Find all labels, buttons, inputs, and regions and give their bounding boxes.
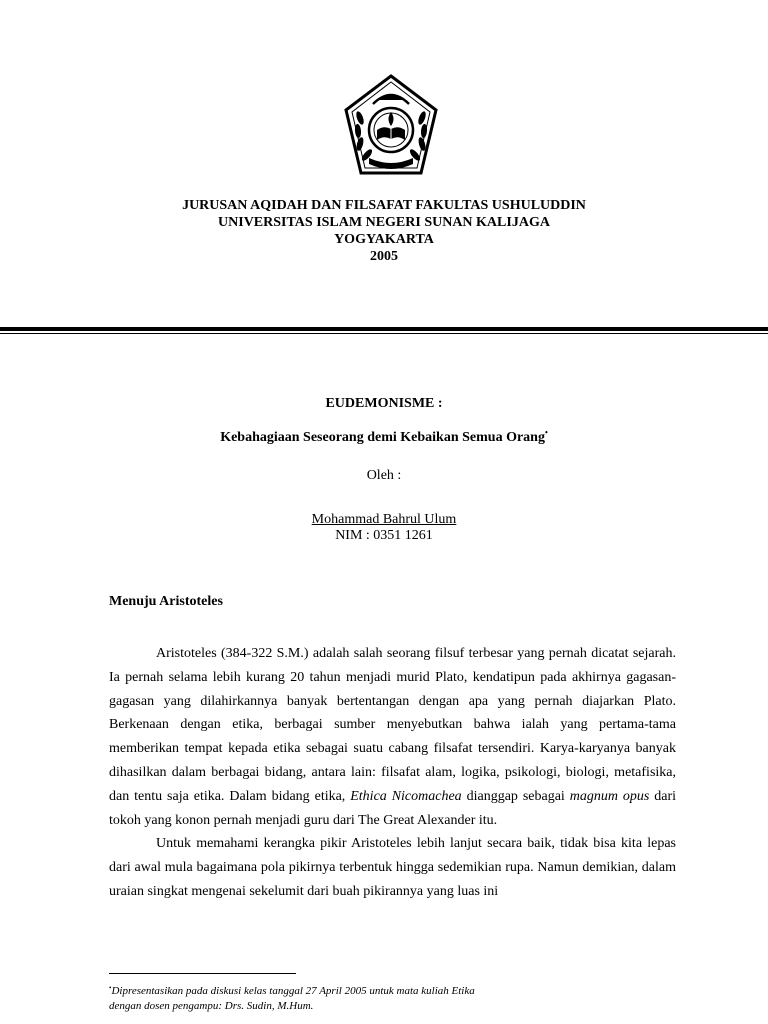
footnote-line-2: dengan dosen pengampu: Drs. Sudin, M.Hum.	[109, 1000, 314, 1012]
paper-subtitle	[0, 424, 768, 446]
footnote-text-1: Dipresentasikan pada diskusi kelas tanggal 27 April 2005 untuk mata kuliah Etika	[111, 985, 475, 997]
footnote-marker: •	[109, 984, 112, 992]
author-block	[0, 512, 768, 544]
institution-city: YOGYAKARTA	[334, 232, 434, 247]
header-divider-thick	[0, 327, 768, 331]
footnote-line-1	[109, 981, 669, 999]
paper-title: EUDEMONISME :	[325, 396, 443, 411]
footnote-divider	[109, 973, 296, 974]
body-text	[109, 642, 676, 904]
header-divider-thin	[0, 333, 768, 334]
institution-header	[0, 197, 768, 265]
paragraph-1-emphasis-ethica: Ethica Nicomachea	[350, 788, 462, 804]
institution-line-1: JURUSAN AQIDAH DAN FILSAFAT FAKULTAS USHULUDDIN	[182, 198, 586, 213]
paragraph-1	[109, 642, 676, 832]
footnote	[109, 981, 669, 1014]
by-label: Oleh :	[366, 468, 402, 483]
paragraph-2: Untuk memahami kerangka pikir Aristoteles lebih lanjut secara baik, tidak bisa kita lepas dari awal mula bagaimana pola pikirnya terbentuk hingga sedemikian rupa. Namun demikian, dalam uraian singkat mengenai sekelumit dari buah pikirannya yang luas ini	[109, 836, 676, 899]
paragraph-1-part-b: dianggap sebagai	[461, 788, 570, 804]
paper-subtitle-text: Kebahagiaan Seseorang demi Kebaikan Semua Orang	[220, 430, 545, 445]
institution-year: 2005	[370, 249, 398, 264]
author-nim: NIM : 0351 1261	[335, 528, 433, 543]
section-heading: Menuju Aristoteles	[109, 594, 223, 609]
paragraph-1-emphasis-magnum: magnum opus	[569, 788, 650, 804]
institution-line-2: UNIVERSITAS ISLAM NEGERI SUNAN KALIJAGA	[218, 215, 550, 230]
paragraph-1-part-c: dari tokoh yang konon pernah menjadi guru dari The Great Alexander itu.	[109, 788, 677, 828]
author-name: Mohammad Bahrul Ulum	[311, 512, 457, 527]
paragraph-1-part-a: Aristoteles (384-322 S.M.) adalah salah seorang filsuf terbesar yang pernah dicatat sejarah. Ia pernah selama lebih kurang 20 tahun menjadi murid Plato, kendatipun pada akhirnya gagasan-gagasan yang dilahirkannya banyak bertentangan dengan apa yang pernah diajarkan Plato. Berkenaan dengan etika, berbagai sumber menyebutkan bahwa ialah yang pertama-tama memberikan tempat kepada etika sebagai suatu cabang filsafat tersendiri. Karya-karyanya banyak dihasilkan dalam berbagai bidang, antara lain: filsafat alam, logika, psikologi, biologi, metafisika, dan tentu saja etika. Dalam bidang etika,	[109, 646, 676, 804]
university-seal-logo	[343, 74, 439, 176]
footnote-reference: •	[544, 428, 548, 437]
